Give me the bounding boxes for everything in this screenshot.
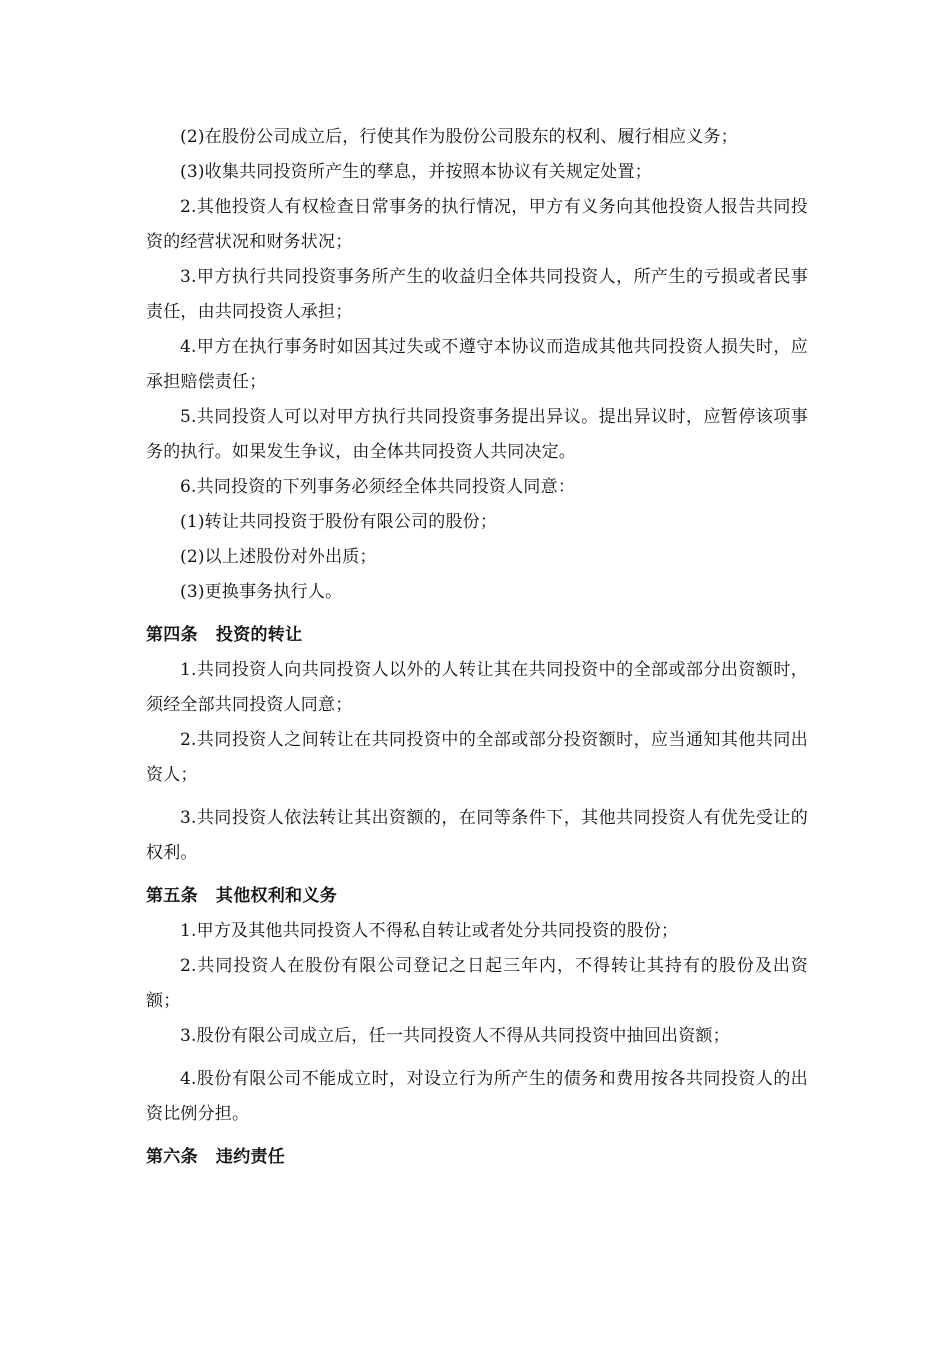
paragraph: 3.甲方执行共同投资事务所产生的收益归全体共同投资人，所产生的亏损或者民事责任，由共同投资人承担；	[146, 267, 808, 322]
paragraph: 2.共同投资人在股份有限公司登记之日起三年内，不得转让其持有的股份及出资额；	[146, 956, 808, 1011]
paragraph: (3)更换事务执行人。	[180, 582, 343, 602]
section-heading-article-4	[146, 618, 808, 653]
paragraph: (2)以上述股份对外出质；	[180, 547, 377, 567]
section-heading-article-6	[146, 1140, 808, 1175]
paragraph: 6.共同投资的下列事务必须经全体共同投资人同意：	[180, 477, 576, 497]
section-title: 违约责任	[215, 1147, 286, 1167]
paragraph: 4.股份有限公司不能成立时，对设立行为所产生的债务和费用按各共同投资人的出资比例分担。	[146, 1069, 808, 1124]
paragraph: (2)在股份公司成立后，行使其作为股份公司股东的权利、履行相应义务；	[180, 127, 738, 147]
section-title: 投资的转让	[215, 625, 303, 645]
section-number: 第五条	[146, 886, 198, 906]
paragraph: 3.股份有限公司成立后，任一共同投资人不得从共同投资中抽回出资额；	[180, 1026, 730, 1046]
document-page	[146, 120, 808, 1175]
section-number: 第六条	[146, 1147, 198, 1167]
paragraph: 2.共同投资人之间转让在共同投资中的全部或部分投资额时，应当通知其他共同出资人；	[146, 730, 808, 785]
paragraph: 1.共同投资人向共同投资人以外的人转让其在共同投资中的全部或部分出资额时，须经全部共同投资人同意；	[146, 660, 808, 715]
section-number: 第四条	[146, 625, 198, 645]
paragraph: 4.甲方在执行事务时如因其过失或不遵守本协议而造成其他共同投资人损失时，应承担赔偿责任；	[146, 337, 808, 392]
paragraph: 1.甲方及其他共同投资人不得私自转让或者处分共同投资的股份；	[180, 921, 679, 941]
paragraph: 2.其他投资人有权检查日常事务的执行情况，甲方有义务向其他投资人报告共同投资的经营状况和财务状况；	[146, 197, 808, 252]
paragraph: 3.共同投资人依法转让其出资额的，在同等条件下，其他共同投资人有优先受让的权利。	[146, 808, 808, 863]
paragraph: (3)收集共同投资所产生的孳息，并按照本协议有关规定处置；	[180, 162, 652, 182]
section-title: 其他权利和义务	[215, 886, 338, 906]
paragraph: 5.共同投资人可以对甲方执行共同投资事务提出异议。提出异议时，应暂停该项事务的执行。如果发生争议，由全体共同投资人共同决定。	[146, 407, 808, 462]
paragraph: (1)转让共同投资于股份有限公司的股份；	[180, 512, 498, 532]
section-heading-article-5	[146, 879, 808, 914]
